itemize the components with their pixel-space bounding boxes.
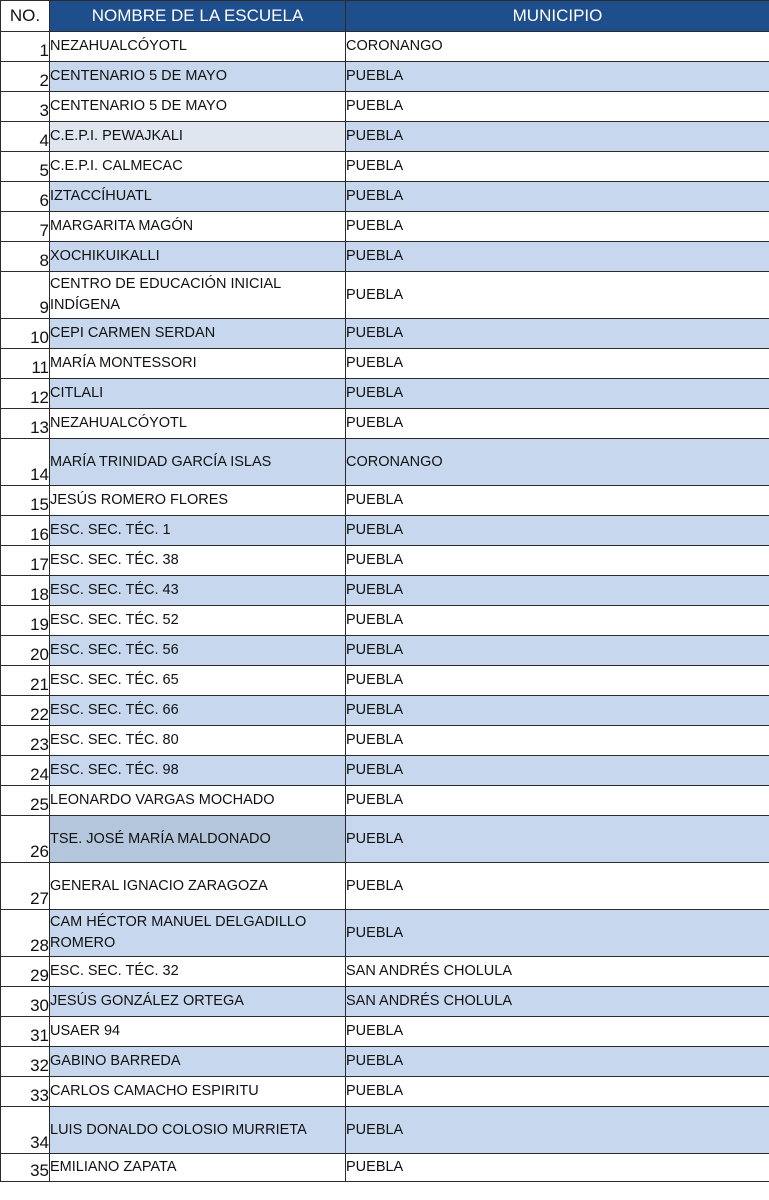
table-row [1, 987, 769, 1017]
table-row [1, 1154, 769, 1182]
row-number: 11 [1, 349, 50, 379]
row-number: 21 [1, 666, 50, 696]
table-row [1, 666, 769, 696]
municipality-cell: SAN ANDRÉS CHOLULA [346, 957, 769, 987]
school-name-cell: CITLALI [50, 379, 346, 409]
municipality-cell: PUEBLA [346, 152, 769, 182]
municipality-cell: PUEBLA [346, 606, 769, 636]
table-row [1, 1107, 769, 1154]
row-number: 35 [1, 1154, 50, 1182]
table-row [1, 957, 769, 987]
school-name-cell: ESC. SEC. TÉC. 98 [50, 756, 346, 786]
row-number: 3 [1, 92, 50, 122]
municipality-cell: PUEBLA [346, 636, 769, 666]
table-row [1, 516, 769, 546]
table-body [1, 32, 769, 1182]
school-name-cell: ESC. SEC. TÉC. 32 [50, 957, 346, 987]
row-number: 22 [1, 696, 50, 726]
table-row [1, 696, 769, 726]
table-row [1, 756, 769, 786]
school-name-cell: EMILIANO ZAPATA [50, 1154, 346, 1182]
header-row [1, 1, 769, 32]
school-name-cell: ESC. SEC. TÉC. 43 [50, 576, 346, 606]
row-number: 2 [1, 62, 50, 92]
table-row [1, 1077, 769, 1107]
table-row [1, 576, 769, 606]
municipality-cell: PUEBLA [346, 62, 769, 92]
row-number: 14 [1, 439, 50, 486]
municipality-cell: PUEBLA [346, 349, 769, 379]
municipality-cell: PUEBLA [346, 910, 769, 957]
table-row [1, 349, 769, 379]
table-row [1, 546, 769, 576]
row-number: 25 [1, 786, 50, 816]
school-name-cell: CENTENARIO 5 DE MAYO [50, 92, 346, 122]
header-municipality: MUNICIPIO [346, 1, 769, 32]
row-number: 33 [1, 1077, 50, 1107]
municipality-cell: PUEBLA [346, 756, 769, 786]
municipality-cell: PUEBLA [346, 212, 769, 242]
row-number: 15 [1, 486, 50, 516]
row-number: 23 [1, 726, 50, 756]
school-name-cell: ESC. SEC. TÉC. 80 [50, 726, 346, 756]
school-name-cell: NEZAHUALCÓYOTL [50, 32, 346, 62]
table-row [1, 1047, 769, 1077]
row-number: 28 [1, 910, 50, 957]
table-row [1, 379, 769, 409]
school-name-cell: USAER 94 [50, 1017, 346, 1047]
municipality-cell: PUEBLA [346, 666, 769, 696]
row-number: 32 [1, 1047, 50, 1077]
table-row [1, 122, 769, 152]
row-number: 9 [1, 272, 50, 319]
municipality-cell: PUEBLA [346, 1077, 769, 1107]
school-name-cell: NEZAHUALCÓYOTL [50, 409, 346, 439]
row-number: 5 [1, 152, 50, 182]
school-name-cell: C.E.P.I. PEWAJKALI [50, 122, 346, 152]
row-number: 16 [1, 516, 50, 546]
school-name-cell: MARGARITA MAGÓN [50, 212, 346, 242]
table-row [1, 1017, 769, 1047]
table-row [1, 863, 769, 910]
row-number: 30 [1, 987, 50, 1017]
school-name-cell: ESC. SEC. TÉC. 38 [50, 546, 346, 576]
row-number: 34 [1, 1107, 50, 1154]
municipality-cell: PUEBLA [346, 546, 769, 576]
municipality-cell: PUEBLA [346, 516, 769, 546]
table-row [1, 606, 769, 636]
school-name-cell: IZTACCÍHUATL [50, 182, 346, 212]
school-name-cell: LEONARDO VARGAS MOCHADO [50, 786, 346, 816]
municipality-cell: PUEBLA [346, 182, 769, 212]
school-name-cell: CAM HÉCTOR MANUEL DELGADILLO ROMERO [50, 910, 346, 957]
row-number: 6 [1, 182, 50, 212]
school-name-cell: JESÚS GONZÁLEZ ORTEGA [50, 987, 346, 1017]
row-number: 7 [1, 212, 50, 242]
table-row [1, 910, 769, 957]
school-name-cell: ESC. SEC. TÉC. 1 [50, 516, 346, 546]
row-number: 24 [1, 756, 50, 786]
municipality-cell: PUEBLA [346, 272, 769, 319]
municipality-cell: PUEBLA [346, 816, 769, 863]
row-number: 18 [1, 576, 50, 606]
municipality-cell: SAN ANDRÉS CHOLULA [346, 987, 769, 1017]
municipality-cell: PUEBLA [346, 379, 769, 409]
row-number: 8 [1, 242, 50, 272]
table-row [1, 786, 769, 816]
school-name-cell: ESC. SEC. TÉC. 56 [50, 636, 346, 666]
row-number: 17 [1, 546, 50, 576]
table-row [1, 486, 769, 516]
table-row [1, 726, 769, 756]
municipality-cell: PUEBLA [346, 242, 769, 272]
municipality-cell: PUEBLA [346, 696, 769, 726]
row-number: 19 [1, 606, 50, 636]
table-row [1, 212, 769, 242]
school-name-cell: MARÍA MONTESSORI [50, 349, 346, 379]
municipality-cell: PUEBLA [346, 1017, 769, 1047]
table-row [1, 182, 769, 212]
school-name-cell: LUIS DONALDO COLOSIO MURRIETA [50, 1107, 346, 1154]
school-name-cell: ESC. SEC. TÉC. 65 [50, 666, 346, 696]
school-name-cell: MARÍA TRINIDAD GARCÍA ISLAS [50, 439, 346, 486]
municipality-cell: PUEBLA [346, 863, 769, 910]
school-name-cell: XOCHIKUIKALLI [50, 242, 346, 272]
row-number: 31 [1, 1017, 50, 1047]
table-row [1, 636, 769, 666]
municipality-cell: PUEBLA [346, 1154, 769, 1182]
row-number: 27 [1, 863, 50, 910]
row-number: 29 [1, 957, 50, 987]
row-number: 20 [1, 636, 50, 666]
school-name-cell: TSE. JOSÉ MARÍA MALDONADO [50, 816, 346, 863]
header-school-name: NOMBRE DE LA ESCUELA [50, 1, 346, 32]
school-name-cell: C.E.P.I. CALMECAC [50, 152, 346, 182]
school-name-cell: GABINO BARREDA [50, 1047, 346, 1077]
municipality-cell: PUEBLA [346, 786, 769, 816]
municipality-cell: CORONANGO [346, 32, 769, 62]
municipality-cell: PUEBLA [346, 726, 769, 756]
table-row [1, 439, 769, 486]
row-number: 4 [1, 122, 50, 152]
row-number: 26 [1, 816, 50, 863]
municipality-cell: PUEBLA [346, 409, 769, 439]
school-name-cell: ESC. SEC. TÉC. 52 [50, 606, 346, 636]
school-name-cell: CENTENARIO 5 DE MAYO [50, 62, 346, 92]
table-row [1, 816, 769, 863]
school-name-cell: CENTRO DE EDUCACIÓN INICIAL INDÍGENA [50, 272, 346, 319]
municipality-cell: PUEBLA [346, 319, 769, 349]
school-name-cell: ESC. SEC. TÉC. 66 [50, 696, 346, 726]
municipality-cell: PUEBLA [346, 92, 769, 122]
row-number: 13 [1, 409, 50, 439]
school-name-cell: JESÚS ROMERO FLORES [50, 486, 346, 516]
school-name-cell: GENERAL IGNACIO ZARAGOZA [50, 863, 346, 910]
table-row [1, 242, 769, 272]
municipality-cell: PUEBLA [346, 122, 769, 152]
table-row [1, 409, 769, 439]
row-number: 1 [1, 32, 50, 62]
table-row [1, 92, 769, 122]
row-number: 12 [1, 379, 50, 409]
municipality-cell: PUEBLA [346, 576, 769, 606]
school-name-cell: CARLOS CAMACHO ESPIRITU [50, 1077, 346, 1107]
table-row [1, 62, 769, 92]
municipality-cell: PUEBLA [346, 1107, 769, 1154]
table-row [1, 32, 769, 62]
table-row [1, 272, 769, 319]
row-number: 10 [1, 319, 50, 349]
table-row [1, 319, 769, 349]
municipality-cell: PUEBLA [346, 1047, 769, 1077]
table-row [1, 152, 769, 182]
school-name-cell: CEPI CARMEN SERDAN [50, 319, 346, 349]
municipality-cell: PUEBLA [346, 486, 769, 516]
municipality-cell: CORONANGO [346, 439, 769, 486]
header-no: NO. [1, 1, 50, 32]
